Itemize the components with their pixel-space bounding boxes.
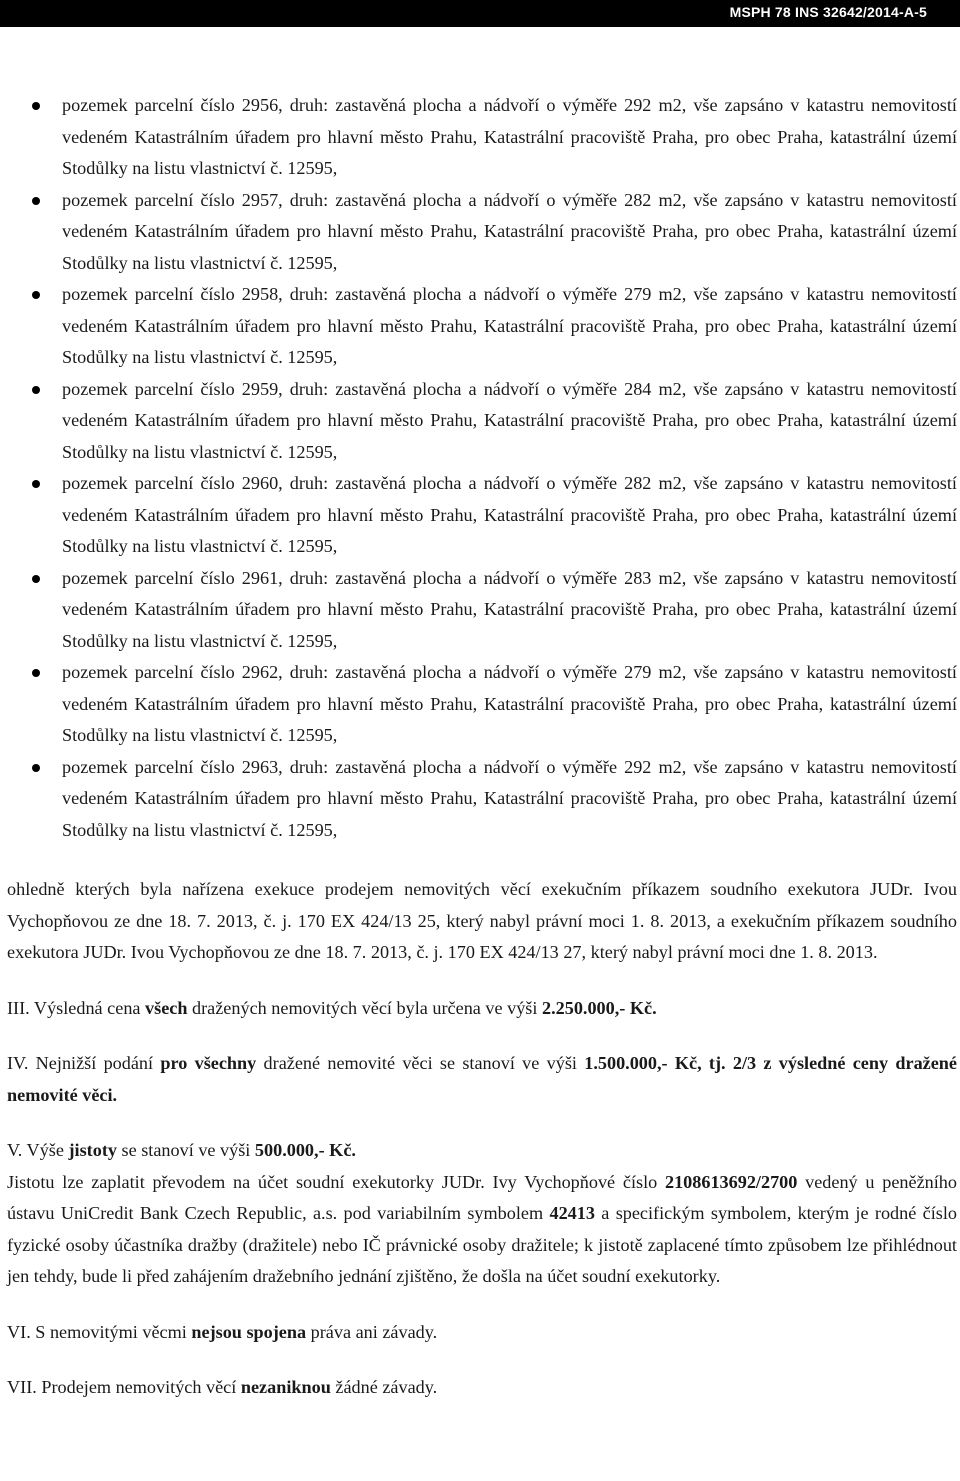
list-item: pozemek parcelní číslo 2962, druh: zastavěná plocha a nádvoří o výměře 279 m2, vše zapsáno v katastru nemovitostí vedeném Katastrálním úřadem pro hlavní město Prahu, Katastrální pracoviště Praha, pro obec Praha, katastrální území Stodůlky na listu vlastnictví č. 12595,: [7, 657, 957, 752]
bullet-icon: [32, 480, 40, 488]
bullet-icon: [32, 386, 40, 394]
document-body: [7, 90, 957, 1404]
list-item: pozemek parcelní číslo 2960, druh: zastavěná plocha a nádvoří o výměře 282 m2, vše zapsáno v katastru nemovitostí vedeném Katastrálním úřadem pro hlavní město Prahu, Katastrální pracoviště Praha, pro obec Praha, katastrální území Stodůlky na listu vlastnictví č. 12595,: [7, 468, 957, 563]
bullet-icon: [32, 575, 40, 583]
deposit-paragraph: Jistotu lze zaplatit převodem na účet soudní exekutorky JUDr. Ivy Vychopňové číslo 2108613692/2700 vedený u peněžního ústavu UniCredit Bank Czech Republic, a.s. pod variabilním symbolem 42413 a specifickým symbolem, kterým je rodné číslo fyzické osoby účastníka dražby (dražitele) nebo IČ právnické osoby dražitele; k jistotě zaplacené tímto způsobem lze přihlédnout jen tehdy, bude li před zahájením dražebního jednání zjištěno, že došla na účet soudní exekutorky.: [7, 1171, 957, 1286]
bullet-icon: [32, 291, 40, 299]
list-item: pozemek parcelní číslo 2963, druh: zastavěná plocha a nádvoří o výměře 292 m2, vše zapsáno v katastru nemovitostí vedeném Katastrálním úřadem pro hlavní město Prahu, Katastrální pracoviště Praha, pro obec Praha, katastrální území Stodůlky na listu vlastnictví č. 12595,: [7, 752, 957, 847]
list-item: pozemek parcelní číslo 2957, druh: zastavěná plocha a nádvoří o výměře 282 m2, vše zapsáno v katastru nemovitostí vedeném Katastrálním úřadem pro hlavní město Prahu, Katastrální pracoviště Praha, pro obec Praha, katastrální území Stodůlky na listu vlastnictví č. 12595,: [7, 185, 957, 280]
section-vii: VII. Prodejem nemovitých věcí nezaniknou žádné závady.: [7, 1377, 438, 1397]
bullet-icon: [32, 764, 40, 772]
section-v: V. Výše jistoty se stanoví ve výši 500.000,- Kč.: [7, 1140, 356, 1160]
execution-order-paragraph: ohledně kterých byla nařízena exekuce prodejem nemovitých věcí exekučním příkazem soudního exekutora JUDr. Ivou Vychopňovou ze dne 18. 7. 2013, č. j. 170 EX 424/13 25, který nabyl právní moci 1. 8. 2013, a exekučním příkazem soudního exekutora JUDr. Ivou Vychopňovou ze dne 18. 7. 2013, č. j. 170 EX 424/13 27, který nabyl právní moci dne 1. 8. 2013.: [7, 879, 957, 962]
bullet-icon: [32, 197, 40, 205]
variable-symbol: 42413: [549, 1203, 595, 1223]
list-item: pozemek parcelní číslo 2959, druh: zastavěná plocha a nádvoří o výměře 284 m2, vše zapsáno v katastru nemovitostí vedeném Katastrálním úřadem pro hlavní město Prahu, Katastrální pracoviště Praha, pro obec Praha, katastrální území Stodůlky na listu vlastnictví č. 12595,: [7, 374, 957, 469]
document-reference: MSPH 78 INS 32642/2014-A-5: [729, 4, 927, 20]
header-bar: [0, 0, 960, 27]
account-number: 2108613692/2700: [664, 1171, 798, 1192]
list-item: pozemek parcelní číslo 2958, druh: zastavěná plocha a nádvoří o výměře 279 m2, vše zapsáno v katastru nemovitostí vedeném Katastrálním úřadem pro hlavní město Prahu, Katastrální pracoviště Praha, pro obec Praha, katastrální území Stodůlky na listu vlastnictví č. 12595,: [7, 279, 957, 374]
bullet-icon: [32, 669, 40, 677]
section-iv: IV. Nejnižší podání pro všechny dražené nemovité věci se stanoví ve výši 1.500.000,- Kč, tj. 2/3 z výsledné ceny dražené nemovité věci.: [7, 1053, 957, 1105]
section-iii: III. Výsledná cena všech dražených nemovitých věcí byla určena ve výši 2.250.000,- Kč.: [7, 997, 657, 1018]
list-item: pozemek parcelní číslo 2961, druh: zastavěná plocha a nádvoří o výměře 283 m2, vše zapsáno v katastru nemovitostí vedeném Katastrálním úřadem pro hlavní město Prahu, Katastrální pracoviště Praha, pro obec Praha, katastrální území Stodůlky na listu vlastnictví č. 12595,: [7, 563, 957, 658]
section-vi: VI. S nemovitými věcmi nejsou spojena práva ani závady.: [7, 1321, 438, 1342]
list-item: pozemek parcelní číslo 2956, druh: zastavěná plocha a nádvoří o výměře 292 m2, vše zapsáno v katastru nemovitostí vedeném Katastrálním úřadem pro hlavní město Prahu, Katastrální pracoviště Praha, pro obec Praha, katastrální území Stodůlky na listu vlastnictví č. 12595,: [7, 90, 957, 185]
bullet-icon: [32, 102, 40, 110]
parcel-list: [7, 90, 957, 846]
